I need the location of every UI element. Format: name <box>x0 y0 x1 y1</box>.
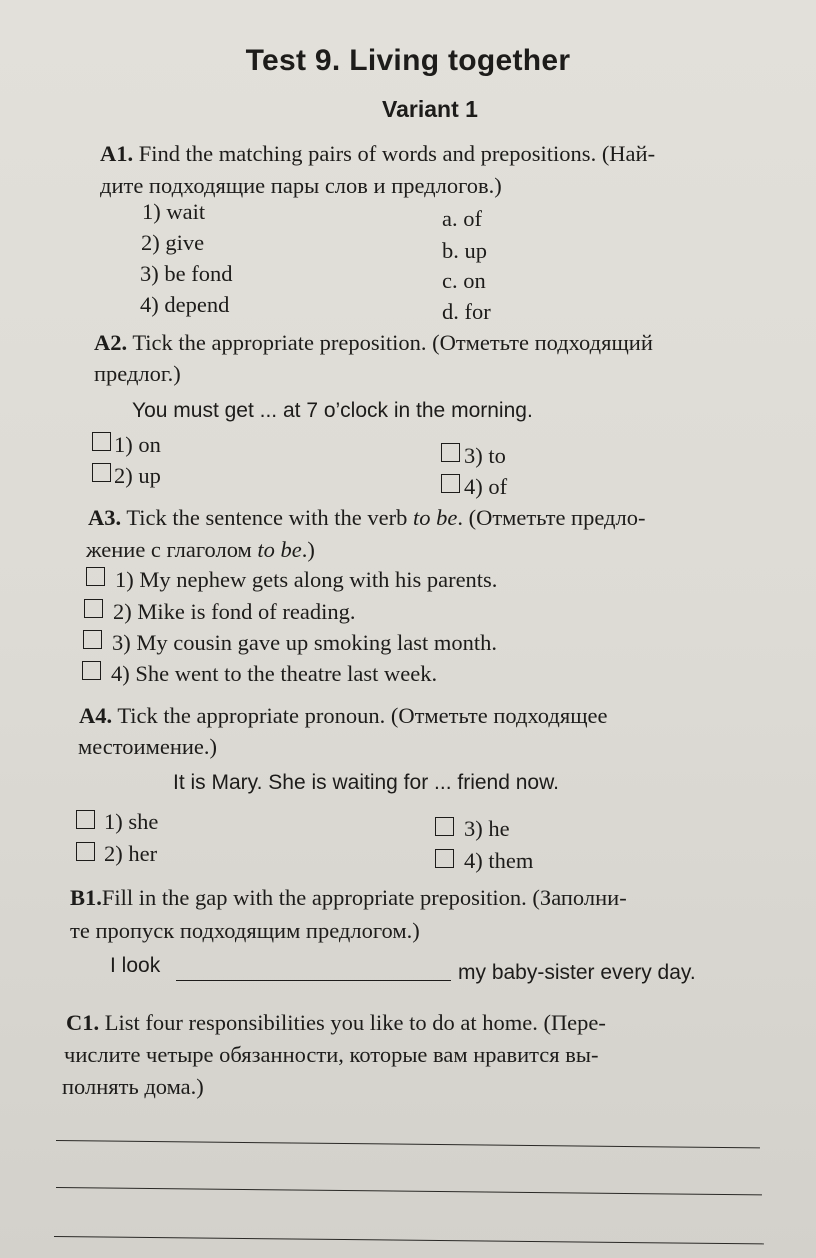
a3-line1-text: Tick the sentence with the verb <box>126 505 413 530</box>
c1-instruction-line3: полнять дома.) <box>62 1074 204 1099</box>
b1-line1-text: Fill in the gap with the appropriate preposition. (Заполни- <box>101 885 627 910</box>
a3-option-2-label: 2) Mike is fond of reading. <box>113 599 356 624</box>
c1-answer-line-2[interactable] <box>56 1187 762 1195</box>
a3-option-4-checkbox[interactable] <box>82 661 101 680</box>
a2-option-4-checkbox[interactable] <box>441 474 460 493</box>
a4-sentence: It is Mary. She is waiting for ... friend now. <box>173 771 559 794</box>
a4-option-3-label: 3) he <box>464 816 510 841</box>
a2-option-3-label: 3) to <box>464 443 506 468</box>
a1-label: A1. <box>100 141 134 166</box>
a3-option-2-checkbox[interactable] <box>84 599 103 618</box>
a2-option-1-checkbox[interactable] <box>92 432 111 451</box>
a1-instruction-line2: дите подходящие пары слов и предлогов.) <box>100 173 502 198</box>
a2-instruction-line1 <box>94 332 653 355</box>
a4-option-2-label: 2) her <box>104 841 158 866</box>
a3-label: A3. <box>88 505 122 530</box>
a3-line2-verb: to be <box>257 537 302 562</box>
a4-label: A4. <box>79 703 113 728</box>
a1-word-2: 2) give <box>141 230 205 255</box>
a3-option-1-label: 1) My nephew gets along with his parents. <box>115 567 498 592</box>
a1-word-3: 3) be fond <box>140 261 233 286</box>
a4-option-2-checkbox[interactable] <box>76 842 95 861</box>
a3-instruction-line1 <box>88 507 645 530</box>
a2-option-2-checkbox[interactable] <box>92 463 111 482</box>
a4-option-1-checkbox[interactable] <box>76 810 95 829</box>
a3-line1-end: . (Отметьте предло- <box>457 505 646 530</box>
a1-instruction-line1 <box>100 143 655 166</box>
a4-option-3-checkbox[interactable] <box>435 817 454 836</box>
variant-heading: Variant 1 <box>382 96 478 122</box>
b1-instruction-line2: те пропуск подходящим предлогом.) <box>70 918 420 943</box>
a2-option-2-label: 2) up <box>114 463 161 488</box>
c1-label: C1. <box>66 1010 100 1035</box>
c1-instruction-line2: числите четыре обязанности, которые вам нравится вы- <box>64 1042 599 1067</box>
a2-option-4-label: 4) of <box>464 474 508 499</box>
b1-label: B1. <box>70 885 102 910</box>
test-title: Test 9. Living together <box>245 44 571 77</box>
a4-line1-text: Tick the appropriate pronoun. (Отметьте подходящее <box>117 703 608 728</box>
a3-option-3-checkbox[interactable] <box>83 630 102 649</box>
a4-option-4-checkbox[interactable] <box>435 849 454 868</box>
a4-option-1-label: 1) she <box>104 809 159 834</box>
a3-line2-text: жение с глаголом <box>86 537 258 562</box>
a4-option-4-label: 4) them <box>464 848 534 873</box>
a1-word-4: 4) depend <box>140 292 230 317</box>
a3-instruction-line2 <box>86 539 315 562</box>
a1-word-1: 1) wait <box>142 199 206 224</box>
a4-instruction-line1 <box>79 705 608 728</box>
b1-answer-gap[interactable] <box>176 980 451 981</box>
a4-instruction-line2: местоимение.) <box>78 734 218 759</box>
c1-answer-line-3[interactable] <box>54 1236 764 1244</box>
a2-instruction-line2: предлог.) <box>94 361 181 386</box>
a2-option-3-checkbox[interactable] <box>441 443 460 462</box>
a3-line2-end: .) <box>301 537 315 562</box>
b1-instruction-line1 <box>70 887 627 910</box>
a2-line1-text: Tick the appropriate preposition. (Отметьте подходящий <box>132 330 653 355</box>
c1-answer-line-1[interactable] <box>56 1140 760 1148</box>
a1-line1-text: Find the matching pairs of words and prepositions. (Най- <box>138 141 656 166</box>
a2-label: A2. <box>94 330 128 355</box>
a3-option-4-label: 4) She went to the theatre last week. <box>111 661 438 686</box>
a1-prep-a: a. of <box>442 206 482 231</box>
b1-sentence-start: I look <box>110 954 161 977</box>
c1-line1-text: List four responsibilities you like to do at home. (Пере- <box>104 1010 606 1035</box>
a3-option-3-label: 3) My cousin gave up smoking last month. <box>112 630 497 655</box>
a1-prep-d: d. for <box>442 299 491 324</box>
a1-prep-b: b. up <box>442 238 487 263</box>
a3-option-1-checkbox[interactable] <box>86 567 105 586</box>
a2-option-1-label: 1) on <box>114 432 161 457</box>
b1-sentence-end: my baby-sister every day. <box>458 961 696 984</box>
a1-prep-c: c. on <box>442 268 486 293</box>
c1-instruction-line1 <box>66 1012 606 1035</box>
a3-line1-verb: to be <box>412 505 458 530</box>
a2-sentence: You must get ... at 7 o’clock in the morning. <box>132 399 533 422</box>
